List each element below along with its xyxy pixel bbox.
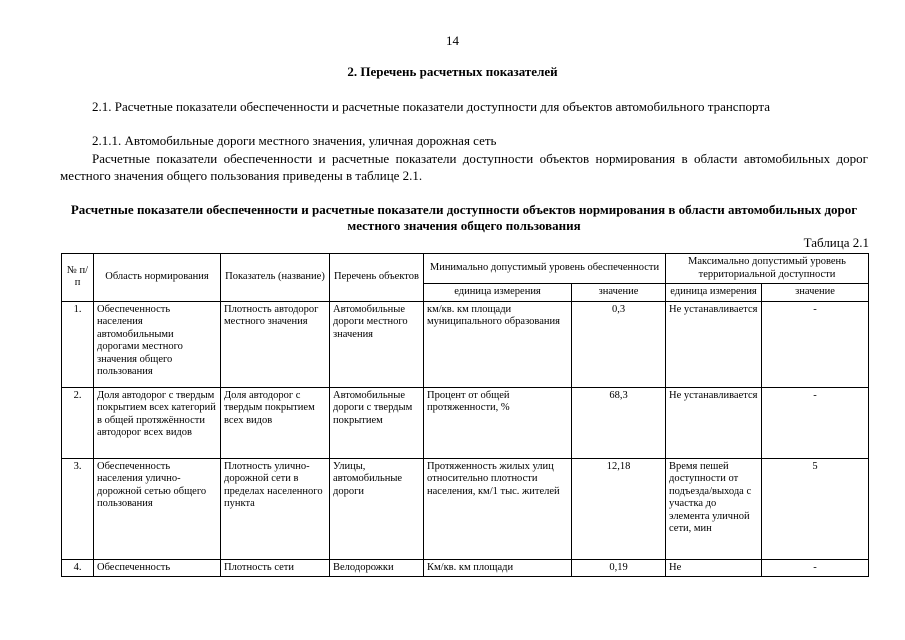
cell-indicator: Плотность улично-дорожной сети в пределах населенного пункта xyxy=(221,458,330,559)
cell-min-value: 68,3 xyxy=(572,387,666,458)
cell-max-unit: Время пешей доступности от подъезда/выхода с участка до элемента уличной сети, мин xyxy=(666,458,762,559)
cell-objects: Автомобильные дороги местного значения xyxy=(330,301,424,387)
header-min-unit: единица измерения xyxy=(424,284,572,302)
cell-max-unit: Не xyxy=(666,559,762,577)
cell-area: Обеспеченность населения улично-дорожной сетью общего пользования xyxy=(94,458,221,559)
cell-objects: Велодорожки xyxy=(330,559,424,577)
cell-objects: Автомобильные дороги с твердым покрытием xyxy=(330,387,424,458)
table-row xyxy=(62,301,869,387)
cell-min-value: 0,19 xyxy=(572,559,666,577)
table-label: Таблица 2.1 xyxy=(803,235,869,250)
indicators-table xyxy=(61,253,869,577)
header-max-unit: единица измерения xyxy=(666,284,762,302)
header-max-value: значение xyxy=(762,284,869,302)
paragraph-table-reference: Расчетные показатели обеспеченности и расчетные показатели доступности объектов нормирования в области автомобильных дорог местного значения общего пользования приведены в таблице 2.1. xyxy=(60,151,868,183)
cell-area: Доля автодорог с твердым покрытием всех категорий в общей протяжённости автодорог всех видов xyxy=(94,387,221,458)
cell-max-value: - xyxy=(762,387,869,458)
section-title: 2. Перечень расчетных показателей xyxy=(347,64,558,79)
header-max-level: Максимально допустимый уровень территориальной доступности xyxy=(666,254,869,284)
cell-max-unit: Не устанавливается xyxy=(666,387,762,458)
cell-indicator: Плотность автодорог местного значения xyxy=(221,301,330,387)
table-title: Расчетные показатели обеспеченности и расчетные показатели доступности объектов нормирования в области автомобильных дорог местного значения общего пользования xyxy=(70,202,858,233)
cell-indicator: Доля автодорог с твердым покрытием всех видов xyxy=(221,387,330,458)
paragraph-2-1-1: 2.1.1. Автомобильные дороги местного значения, уличная дорожная сеть xyxy=(92,133,497,148)
cell-num: 4. xyxy=(62,559,94,577)
cell-min-unit: Протяженность жилых улиц относительно плотности населения, км/1 тыс. жителей xyxy=(424,458,572,559)
paragraph-2-1: 2.1. Расчетные показатели обеспеченности и расчетные показатели доступности для объектов автомобильного транспорта xyxy=(92,99,770,114)
cell-max-value: - xyxy=(762,301,869,387)
page-number: 14 xyxy=(446,33,459,48)
header-indicator: Показатель (название) xyxy=(221,254,330,302)
header-num: № п/п xyxy=(62,254,94,302)
cell-num: 1. xyxy=(62,301,94,387)
header-min-value: значение xyxy=(572,284,666,302)
cell-min-unit: км/кв. км площади муниципального образования xyxy=(424,301,572,387)
cell-min-unit: Км/кв. км площади xyxy=(424,559,572,577)
header-objects: Перечень объектов xyxy=(330,254,424,302)
table-row xyxy=(62,559,869,577)
cell-min-unit: Процент от общей протяженности, % xyxy=(424,387,572,458)
cell-min-value: 12,18 xyxy=(572,458,666,559)
cell-max-value: 5 xyxy=(762,458,869,559)
header-min-level: Минимально допустимый уровень обеспеченности xyxy=(424,254,666,284)
cell-indicator: Плотность сети xyxy=(221,559,330,577)
cell-area: Обеспеченность населения автомобильными дорогами местного значения общего пользования xyxy=(94,301,221,387)
table-row xyxy=(62,387,869,458)
cell-num: 3. xyxy=(62,458,94,559)
header-area: Область нормирования xyxy=(94,254,221,302)
cell-max-value: - xyxy=(762,559,869,577)
table-row xyxy=(62,458,869,559)
cell-num: 2. xyxy=(62,387,94,458)
cell-area: Обеспеченность xyxy=(94,559,221,577)
cell-objects: Улицы, автомобильные дороги xyxy=(330,458,424,559)
cell-max-unit: Не устанавливается xyxy=(666,301,762,387)
table-header-row xyxy=(62,254,869,284)
cell-min-value: 0,3 xyxy=(572,301,666,387)
